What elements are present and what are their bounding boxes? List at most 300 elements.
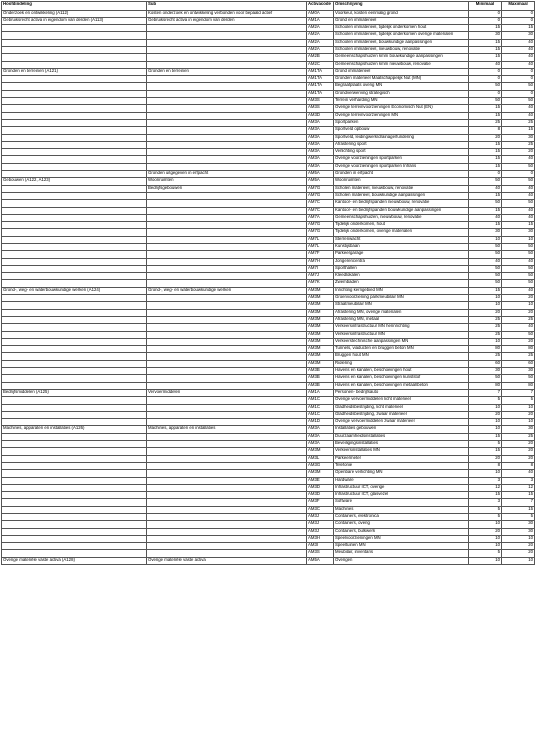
cell-omschrijving[interactable]: Schoolen immaterieel, tijdelijk onderkomen hout [334,25,469,32]
cell-maximaal[interactable]: 80 [502,346,535,353]
cell-omschrijving[interactable]: Verkeerstechnische aanpassingen MN [334,338,469,345]
cell-sub[interactable] [147,309,307,316]
cell-maximaal[interactable]: 50 [502,331,535,338]
cell-omschrijving[interactable]: Overige vervoermiddelen licht materieel [334,397,469,404]
cell-minimaal[interactable]: 0 [469,17,502,24]
cell-maximaal[interactable]: 40 [502,156,535,163]
cell-activacode[interactable]: AM3G [307,462,334,469]
cell-minimaal[interactable]: 50 [469,251,502,258]
cell-omschrijving[interactable]: Containers, bulkwerk [334,528,469,535]
cell-activacode[interactable]: AM2A [307,46,334,53]
cell-sub[interactable] [147,112,307,119]
cell-omschrijving[interactable]: Parkeermeter [334,455,469,462]
cell-activacode[interactable]: AM3J [307,528,334,535]
cell-maximaal[interactable]: 5 [502,397,535,404]
cell-minimaal[interactable]: 50 [469,83,502,90]
cell-activacode[interactable]: AM5A [307,178,334,185]
cell-activacode[interactable]: AM1TA [307,83,334,90]
cell-minimaal[interactable]: 0 [469,90,502,97]
cell-sub[interactable] [147,76,307,83]
cell-hoofdindeling[interactable] [2,295,147,302]
cell-activacode[interactable]: AM1TA [307,76,334,83]
cell-sub[interactable] [147,127,307,134]
cell-activacode[interactable]: AM7C [307,200,334,207]
cell-minimaal[interactable]: 15 [469,25,502,32]
cell-sub[interactable] [147,338,307,345]
cell-hoofdindeling[interactable] [2,134,147,141]
cell-minimaal[interactable]: 50 [469,200,502,207]
cell-activacode[interactable]: AM1C [307,397,334,404]
cell-minimaal[interactable]: 8 [469,127,502,134]
cell-omschrijving[interactable]: Begraafplaats overig MN [334,83,469,90]
cell-maximaal[interactable]: 50 [502,200,535,207]
cell-hoofdindeling[interactable] [2,484,147,491]
cell-hoofdindeling[interactable] [2,105,147,112]
cell-minimaal[interactable]: 15 [469,433,502,440]
cell-maximaal[interactable]: 10 [502,236,535,243]
cell-minimaal[interactable]: 15 [469,207,502,214]
cell-omschrijving[interactable]: Scholen materieel, bouwkundige aanpassingen [334,192,469,199]
cell-minimaal[interactable]: 50 [469,375,502,382]
cell-minimaal[interactable]: 20 [469,411,502,418]
cell-hoofdindeling[interactable] [2,207,147,214]
cell-maximaal[interactable]: 50 [502,83,535,90]
cell-hoofdindeling[interactable] [2,550,147,557]
cell-hoofdindeling[interactable]: Gebruiksrecht activa in eigendom van derden (A113) [2,17,147,24]
cell-minimaal[interactable]: 15 [469,141,502,148]
cell-maximaal[interactable]: 20 [502,295,535,302]
cell-hoofdindeling[interactable] [2,127,147,134]
cell-activacode[interactable]: AM3I [307,543,334,550]
cell-maximaal[interactable]: 10 [502,404,535,411]
cell-maximaal[interactable]: 40 [502,112,535,119]
cell-maximaal[interactable]: 20 [502,543,535,550]
cell-activacode[interactable]: AM7G [307,185,334,192]
cell-minimaal[interactable]: 5 [469,550,502,557]
cell-maximaal[interactable]: 40 [502,324,535,331]
cell-minimaal[interactable]: 15 [469,46,502,53]
cell-sub[interactable] [147,61,307,68]
cell-maximaal[interactable]: 0 [502,68,535,75]
header-omschrijving[interactable]: Omschrijving [334,2,469,11]
cell-activacode[interactable]: AM2A [307,25,334,32]
cell-activacode[interactable]: AM3B [307,382,334,389]
cell-activacode[interactable]: AM7K [307,280,334,287]
cell-omschrijving[interactable]: Schoolen immaterieel, tijdelijk onderkomen overige materialen [334,32,469,39]
cell-sub[interactable] [147,134,307,141]
cell-activacode[interactable]: AM3A [307,156,334,163]
cell-omschrijving[interactable]: Tijdelijk onderkomen, overige materialen [334,229,469,236]
cell-omschrijving[interactable]: Sportveld opbouw [334,127,469,134]
cell-maximaal[interactable]: 25 [502,353,535,360]
cell-activacode[interactable]: AM3M [307,324,334,331]
cell-hoofdindeling[interactable] [2,462,147,469]
cell-activacode[interactable]: AM7A [307,214,334,221]
cell-maximaal[interactable]: 7 [502,389,535,396]
cell-sub[interactable] [147,251,307,258]
cell-activacode[interactable]: AM3M [307,360,334,367]
cell-activacode[interactable]: AM2C [307,61,334,68]
cell-minimaal[interactable]: 10 [469,521,502,528]
cell-activacode[interactable]: AM5A [307,171,334,178]
cell-omschrijving[interactable]: Gemeenschapshuizen kmm bouwkundige aanpassingen [334,54,469,61]
cell-hoofdindeling[interactable] [2,492,147,499]
cell-minimaal[interactable]: 15 [469,39,502,46]
cell-hoofdindeling[interactable] [2,302,147,309]
cell-omschrijving[interactable]: Schoolen immaterieel, nieuwbouw, renovatie [334,46,469,53]
cell-sub[interactable] [147,484,307,491]
cell-hoofdindeling[interactable]: Grond-, weg- en waterbouwkundige werken (A124) [2,287,147,294]
header-sub[interactable]: Sub [147,2,307,11]
cell-omschrijving[interactable]: Overige terreinvoorzieningen Economisch Nut (EN) [334,105,469,112]
cell-sub[interactable] [147,98,307,105]
cell-sub[interactable] [147,331,307,338]
cell-maximaal[interactable]: 12 [502,484,535,491]
cell-minimaal[interactable]: 15 [469,287,502,294]
cell-sub[interactable] [147,316,307,323]
cell-omschrijving[interactable]: Verlichting sport [334,149,469,156]
cell-hoofdindeling[interactable] [2,375,147,382]
cell-minimaal[interactable]: 20 [469,528,502,535]
cell-sub[interactable] [147,360,307,367]
cell-omschrijving[interactable]: Telefonie [334,462,469,469]
cell-omschrijving[interactable]: Overige vervoermiddelen zwaar materieel [334,419,469,426]
cell-omschrijving[interactable]: Grondverwerving strategisch [334,90,469,97]
cell-hoofdindeling[interactable] [2,404,147,411]
cell-hoofdindeling[interactable] [2,46,147,53]
cell-sub[interactable] [147,404,307,411]
cell-sub[interactable] [147,441,307,448]
cell-hoofdindeling[interactable] [2,185,147,192]
cell-maximaal[interactable]: 50 [502,280,535,287]
cell-hoofdindeling[interactable] [2,470,147,477]
cell-maximaal[interactable]: 20 [502,441,535,448]
cell-omschrijving[interactable]: Kunstijsbaan [334,244,469,251]
cell-maximaal[interactable]: 8 [502,462,535,469]
cell-minimaal[interactable]: 40 [469,61,502,68]
cell-sub[interactable] [147,25,307,32]
cell-hoofdindeling[interactable] [2,258,147,265]
cell-maximaal[interactable]: 40 [502,54,535,61]
cell-sub[interactable] [147,411,307,418]
cell-maximaal[interactable]: 40 [502,258,535,265]
cell-hoofdindeling[interactable] [2,171,147,178]
cell-maximaal[interactable]: 50 [502,178,535,185]
cell-sub[interactable] [147,397,307,404]
cell-activacode[interactable]: AM1TA [307,90,334,97]
cell-omschrijving[interactable]: Personen- bedrijfsauto [334,389,469,396]
cell-minimaal[interactable]: 60 [469,360,502,367]
cell-activacode[interactable]: AM3L [307,455,334,462]
cell-sub[interactable] [147,368,307,375]
cell-minimaal[interactable]: 7 [469,389,502,396]
cell-maximaal[interactable]: 50 [502,273,535,280]
cell-maximaal[interactable]: 40 [502,39,535,46]
cell-sub[interactable] [147,229,307,236]
cell-minimaal[interactable]: 8 [469,462,502,469]
cell-minimaal[interactable]: 10 [469,419,502,426]
cell-hoofdindeling[interactable] [2,32,147,39]
cell-minimaal[interactable]: 15 [469,163,502,170]
cell-omschrijving[interactable]: Overige voorzieningen sportparken [334,156,469,163]
cell-maximaal[interactable]: 0 [502,17,535,24]
cell-hoofdindeling[interactable] [2,214,147,221]
cell-minimaal[interactable]: 30 [469,229,502,236]
cell-omschrijving[interactable]: Riolering [334,360,469,367]
cell-maximaal[interactable]: 30 [502,521,535,528]
cell-activacode[interactable]: AM2A [307,39,334,46]
cell-omschrijving[interactable]: Kantoor- en bedrijfspanden nieuwbouw, renovatie [334,200,469,207]
cell-hoofdindeling[interactable] [2,229,147,236]
cell-minimaal[interactable]: 5 [469,506,502,513]
cell-maximaal[interactable]: 80 [502,382,535,389]
cell-minimaal[interactable]: 15 [469,492,502,499]
cell-sub[interactable] [147,506,307,513]
cell-maximaal[interactable]: 0 [502,76,535,83]
cell-activacode[interactable]: AM3M [307,331,334,338]
cell-maximaal[interactable]: 30 [502,528,535,535]
cell-hoofdindeling[interactable] [2,419,147,426]
cell-omschrijving[interactable]: Kantoor- en bedrijfspanden bouwkundige aanpassingen [334,207,469,214]
cell-maximaal[interactable]: 50 [502,375,535,382]
cell-maximaal[interactable]: 15 [502,127,535,134]
cell-omschrijving[interactable]: Software [334,499,469,506]
cell-sub[interactable] [147,46,307,53]
cell-sub[interactable] [147,455,307,462]
cell-maximaal[interactable]: 50 [502,163,535,170]
cell-hoofdindeling[interactable] [2,141,147,148]
cell-activacode[interactable]: AM3S [307,550,334,557]
cell-omschrijving[interactable]: Overigen [334,557,469,564]
cell-sub[interactable] [147,258,307,265]
cell-maximaal[interactable]: 10 [502,302,535,309]
cell-minimaal[interactable]: 30 [469,368,502,375]
cell-sub[interactable] [147,273,307,280]
cell-hoofdindeling[interactable] [2,353,147,360]
cell-minimaal[interactable]: 10 [469,543,502,550]
cell-sub[interactable] [147,462,307,469]
cell-omschrijving[interactable]: Gronden materieel Maatschappelijk Nut (MN) [334,76,469,83]
cell-hoofdindeling[interactable] [2,535,147,542]
cell-maximaal[interactable]: 50 [502,265,535,272]
header-maximaal[interactable]: Maximaal [502,2,535,11]
cell-activacode[interactable]: AM3M [307,338,334,345]
cell-sub[interactable]: Overige materiële vaste activa [147,557,307,564]
cell-sub[interactable]: Bedrijfsgebouwen [147,185,307,192]
cell-activacode[interactable]: AM1C [307,404,334,411]
cell-sub[interactable] [147,39,307,46]
cell-maximaal[interactable]: 15 [502,492,535,499]
cell-sub[interactable] [147,550,307,557]
cell-sub[interactable] [147,105,307,112]
cell-omschrijving[interactable]: Containers, elektronica [334,513,469,520]
cell-minimaal[interactable]: 50 [469,280,502,287]
cell-activacode[interactable]: AM1C [307,411,334,418]
cell-maximaal[interactable]: 40 [502,61,535,68]
cell-activacode[interactable]: AM3M [307,346,334,353]
cell-minimaal[interactable]: 5 [469,397,502,404]
cell-activacode[interactable]: AM7G [307,192,334,199]
cell-minimaal[interactable]: 10 [469,535,502,542]
cell-sub[interactable] [147,163,307,170]
cell-sub[interactable] [147,192,307,199]
cell-hoofdindeling[interactable] [2,506,147,513]
cell-activacode[interactable]: AM5A [307,557,334,564]
cell-maximaal[interactable]: 40 [502,207,535,214]
cell-minimaal[interactable]: 10 [469,236,502,243]
cell-hoofdindeling[interactable] [2,265,147,272]
cell-hoofdindeling[interactable]: Gronden en terreinen (A121) [2,68,147,75]
cell-activacode[interactable]: AM3E [307,477,334,484]
cell-omschrijving[interactable]: Gronden in erfpacht [334,171,469,178]
cell-minimaal[interactable]: 0 [469,10,502,17]
cell-maximaal[interactable]: 40 [502,192,535,199]
cell-hoofdindeling[interactable] [2,433,147,440]
cell-minimaal[interactable]: 25 [469,324,502,331]
cell-omschrijving[interactable]: Bruggen hout MN [334,353,469,360]
cell-hoofdindeling[interactable] [2,251,147,258]
cell-hoofdindeling[interactable] [2,192,147,199]
cell-hoofdindeling[interactable] [2,98,147,105]
cell-maximaal[interactable]: 20 [502,338,535,345]
cell-omschrijving[interactable]: Hardware [334,477,469,484]
cell-minimaal[interactable]: 10 [469,470,502,477]
cell-minimaal[interactable]: 10 [469,557,502,564]
cell-minimaal[interactable]: 10 [469,338,502,345]
cell-maximaal[interactable]: 30 [502,368,535,375]
cell-omschrijving[interactable]: Afrastering sport [334,141,469,148]
cell-hoofdindeling[interactable] [2,331,147,338]
cell-sub[interactable] [147,448,307,455]
cell-sub[interactable] [147,528,307,535]
cell-sub[interactable] [147,119,307,126]
cell-omschrijving[interactable]: Beveiligingsinstallaties [334,441,469,448]
cell-hoofdindeling[interactable]: Bedrijfsmiddelen (A125) [2,389,147,396]
cell-hoofdindeling[interactable] [2,397,147,404]
cell-hoofdindeling[interactable] [2,411,147,418]
cell-activacode[interactable]: AM7G [307,229,334,236]
cell-activacode[interactable]: AM3S [307,105,334,112]
cell-sub[interactable]: Grond-, weg- en waterbouwkundige werken [147,287,307,294]
cell-maximaal[interactable]: 25 [502,141,535,148]
cell-sub[interactable]: Vervoermiddelen [147,389,307,396]
cell-minimaal[interactable]: 5 [469,513,502,520]
cell-hoofdindeling[interactable] [2,236,147,243]
header-minimaal[interactable]: Minimaal [469,2,502,11]
cell-omschrijving[interactable]: Sporthallen [334,265,469,272]
cell-hoofdindeling[interactable] [2,316,147,323]
cell-sub[interactable] [147,32,307,39]
cell-maximaal[interactable]: 5 [502,513,535,520]
cell-sub[interactable] [147,499,307,506]
cell-minimaal[interactable]: 15 [469,149,502,156]
cell-sub[interactable] [147,419,307,426]
header-hoofdindeling[interactable]: Hoofdindeling [2,2,147,11]
cell-hoofdindeling[interactable] [2,112,147,119]
cell-minimaal[interactable]: 25 [469,331,502,338]
cell-hoofdindeling[interactable] [2,448,147,455]
cell-omschrijving[interactable]: Duurzaamheidsinstallaties [334,433,469,440]
cell-activacode[interactable]: AM3B [307,375,334,382]
cell-sub[interactable] [147,492,307,499]
cell-hoofdindeling[interactable]: Machines, apparaten en installaties (A126) [2,426,147,433]
cell-minimaal[interactable]: 20 [469,455,502,462]
cell-omschrijving[interactable]: Sportveld, leidingwerk/drainage/fundering [334,134,469,141]
cell-activacode[interactable]: AM3M [307,287,334,294]
cell-activacode[interactable]: AM3H [307,535,334,542]
cell-omschrijving[interactable]: Afrastering MN, overige materialen [334,309,469,316]
cell-sub[interactable]: Kosten onderzoek en ontwikkeling verbonden voor bepaald actief [147,10,307,17]
cell-activacode[interactable]: AM3D [307,112,334,119]
cell-maximaal[interactable]: 15 [502,222,535,229]
cell-minimaal[interactable]: 50 [469,244,502,251]
cell-sub[interactable] [147,236,307,243]
cell-maximaal[interactable]: 40 [502,287,535,294]
cell-activacode[interactable]: AM1TA [307,68,334,75]
cell-activacode[interactable]: AM1D [307,419,334,426]
cell-activacode[interactable]: AM3B [307,368,334,375]
cell-omschrijving[interactable]: Gladheidsbestrijding, licht materieel [334,404,469,411]
cell-activacode[interactable]: AM7F [307,251,334,258]
cell-sub[interactable] [147,54,307,61]
cell-maximaal[interactable]: 50 [502,98,535,105]
cell-hoofdindeling[interactable] [2,83,147,90]
cell-maximaal[interactable]: 30 [502,426,535,433]
cell-activacode[interactable]: AM2B [307,54,334,61]
cell-hoofdindeling[interactable] [2,39,147,46]
cell-minimaal[interactable]: 20 [469,309,502,316]
cell-minimaal[interactable]: 30 [469,32,502,39]
cell-omschrijving[interactable]: Machines [334,506,469,513]
cell-omschrijving[interactable]: Verkeersinstallaties MN [334,448,469,455]
cell-activacode[interactable]: AM3A [307,119,334,126]
cell-hoofdindeling[interactable] [2,156,147,163]
cell-minimaal[interactable]: 10 [469,295,502,302]
cell-maximaal[interactable]: 25 [502,433,535,440]
cell-maximaal[interactable]: 10 [502,419,535,426]
cell-minimaal[interactable]: 25 [469,119,502,126]
cell-hoofdindeling[interactable]: Overige materiële vaste activa (A128) [2,557,147,564]
cell-sub[interactable] [147,207,307,214]
cell-maximaal[interactable]: 40 [502,470,535,477]
cell-maximaal[interactable]: 60 [502,360,535,367]
cell-omschrijving[interactable]: Overige terreinvoorzieningen MN [334,112,469,119]
cell-minimaal[interactable]: 15 [469,105,502,112]
cell-omschrijving[interactable]: Sterrenwacht [334,236,469,243]
cell-omschrijving[interactable]: Zwembaden [334,280,469,287]
cell-omschrijving[interactable]: Grond en immaterieel [334,17,469,24]
cell-omschrijving[interactable]: Infrastructuur ICT, glasvezel [334,492,469,499]
cell-minimaal[interactable]: 80 [469,382,502,389]
cell-omschrijving[interactable]: Voorkeur, kosten eenmalig grond [334,10,469,17]
cell-omschrijving[interactable]: Openbare verlichting MN [334,470,469,477]
cell-omschrijving[interactable]: Terrein verharding MN [334,98,469,105]
cell-minimaal[interactable]: 25 [469,316,502,323]
cell-sub[interactable] [147,477,307,484]
cell-hoofdindeling[interactable] [2,222,147,229]
cell-sub[interactable] [147,521,307,528]
cell-hoofdindeling[interactable] [2,368,147,375]
cell-hoofdindeling[interactable] [2,119,147,126]
cell-sub[interactable] [147,346,307,353]
cell-maximaal[interactable]: 50 [502,244,535,251]
cell-hoofdindeling[interactable] [2,273,147,280]
cell-omschrijving[interactable]: Straatmeubilair MN [334,302,469,309]
cell-hoofdindeling[interactable] [2,513,147,520]
cell-omschrijving[interactable]: Installaties gebouwen [334,426,469,433]
cell-minimaal[interactable]: 10 [469,404,502,411]
cell-maximaal[interactable]: 30 [502,134,535,141]
